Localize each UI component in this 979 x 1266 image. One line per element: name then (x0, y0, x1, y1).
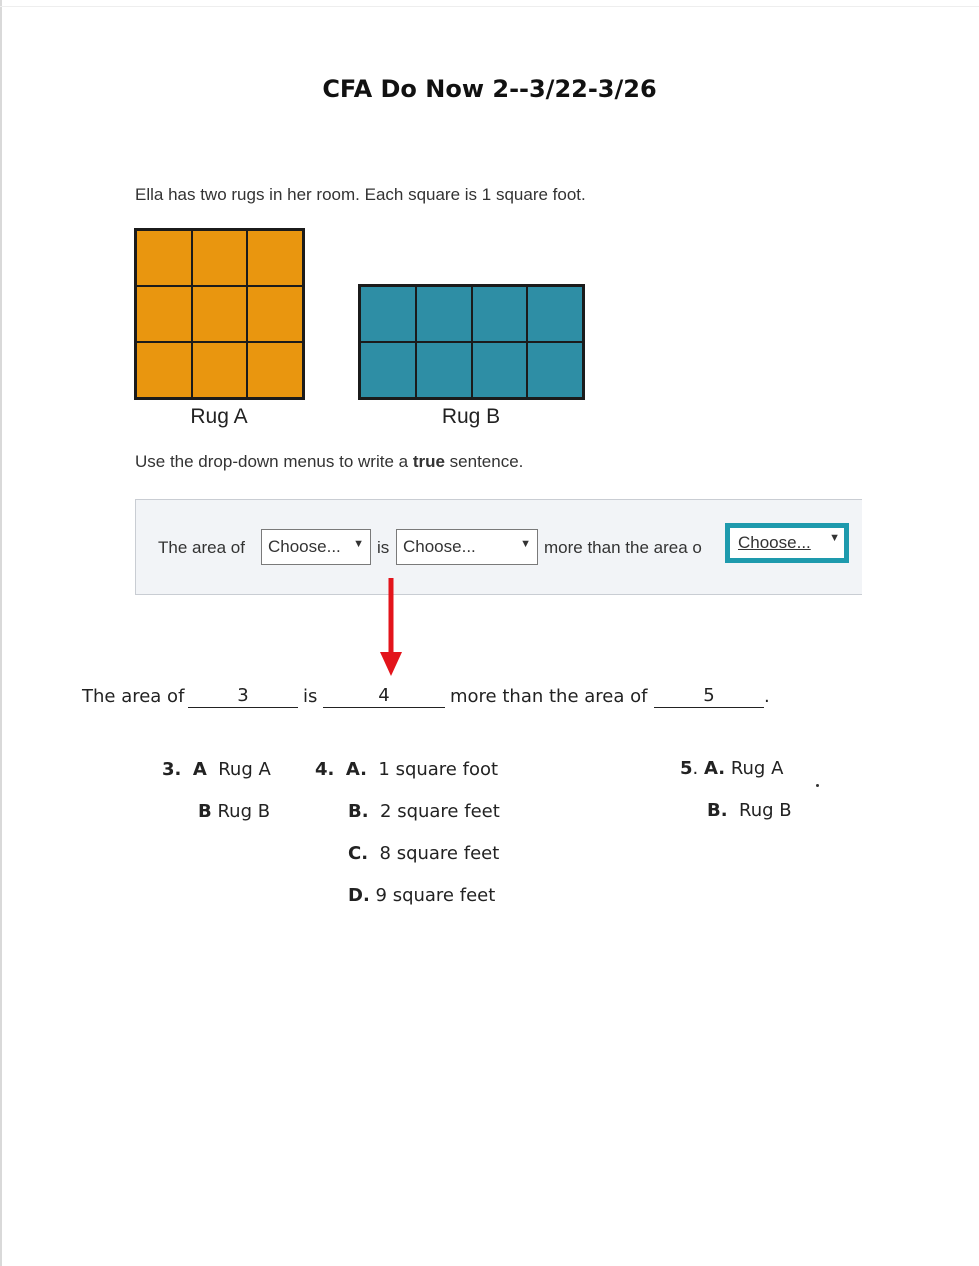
rug-b-label: Rug B (441, 405, 501, 428)
instruction-text (135, 452, 523, 472)
q4-option-b-text: 2 square feet (380, 801, 500, 822)
arrow-head (380, 652, 402, 676)
rug-a-square (247, 230, 303, 286)
rug-b-square (472, 286, 528, 342)
q5-option-b-letter: B. (707, 800, 728, 821)
instruction-bold: true (412, 452, 445, 471)
rug-b-square (527, 286, 583, 342)
rug-b-square (472, 342, 528, 398)
rug-b-square (527, 342, 583, 398)
answer-period: . (764, 686, 770, 707)
q3-option-a[interactable] (162, 759, 271, 780)
answer-part-3: more than the area of (450, 686, 648, 707)
q3-option-b[interactable] (198, 801, 270, 822)
q4-option-a-letter: A. (345, 759, 367, 780)
area-amount-select[interactable] (396, 529, 538, 565)
rug-b-square (360, 286, 416, 342)
answer-part-1: The area of (82, 686, 185, 707)
rug-a-grid (134, 228, 305, 400)
answer-blank-5[interactable]: 5 (654, 685, 764, 708)
page-title: CFA Do Now 2--3/22-3/26 (322, 75, 657, 103)
q5-option-b-text: Rug B (739, 800, 792, 821)
sentence-part-3: more than the area o (544, 538, 702, 557)
rug-b-square (360, 342, 416, 398)
intro-text: Ella has two rugs in her room. Each square is 1 square foot. (135, 185, 586, 204)
area-rug-select-2[interactable] (725, 523, 849, 563)
q4-option-c-text: 8 square feet (379, 843, 500, 864)
q5-number: 5 (680, 758, 693, 779)
answer-blank-3[interactable]: 3 (188, 685, 298, 708)
rug-a-square (136, 230, 192, 286)
rug-a-square (192, 286, 248, 342)
select-1-value: Choose... (268, 537, 341, 556)
q4-option-d-letter: D. (348, 885, 370, 906)
q5-option-a-letter: A. (703, 758, 726, 779)
instruction-before: Use the drop-down menus to write a (135, 452, 413, 471)
rug-a-square (247, 342, 303, 398)
q5-option-a-text: Rug A (730, 758, 784, 779)
q3-option-a-text: Rug A (218, 759, 271, 780)
q3-option-a-letter: A (192, 759, 207, 780)
select-2-value: Choose... (403, 537, 476, 556)
rug-b-square (416, 342, 472, 398)
q4-option-c-letter: C. (348, 843, 369, 864)
page-top-edge (0, 6, 979, 7)
rug-b-grid (358, 284, 585, 400)
chevron-down-icon: ▼ (520, 538, 531, 550)
q3-number: 3. (162, 759, 182, 780)
q4-option-b-letter: B. (348, 801, 369, 822)
rug-a-square (192, 230, 248, 286)
rug-b-square (416, 286, 472, 342)
chevron-down-icon: ▼ (829, 532, 840, 544)
answer-part-2: is (303, 686, 318, 707)
q3-option-b-text: Rug B (217, 801, 271, 822)
q5-option-a[interactable]: 5. A. Rug A (680, 758, 784, 779)
q4-option-b[interactable] (348, 801, 500, 822)
rug-a-square (136, 286, 192, 342)
area-rug-select-1[interactable] (261, 529, 371, 565)
q4-option-d[interactable] (348, 885, 495, 906)
rug-a-square (192, 342, 248, 398)
q4-option-c[interactable] (348, 843, 499, 864)
q4-option-d-text: 9 square feet (375, 885, 496, 906)
q4-option-a[interactable] (315, 759, 498, 780)
q4-option-a-text: 1 square foot (378, 759, 499, 780)
rug-a-square (136, 342, 192, 398)
q3-option-b-letter: B (198, 801, 212, 822)
arrow-shaft (389, 578, 394, 654)
select-3-value: Choose... (738, 533, 811, 552)
q4-number: 4. (315, 759, 335, 780)
answer-blank-4[interactable]: 4 (323, 685, 445, 708)
instruction-after: sentence. (444, 452, 524, 471)
chevron-down-icon: ▼ (353, 538, 364, 550)
page-left-edge (0, 0, 2, 1266)
q5-option-b[interactable] (707, 800, 792, 821)
sentence-part-2: is (377, 538, 390, 557)
stray-mark (816, 784, 819, 787)
rug-a-square (247, 286, 303, 342)
sentence-part-1: The area of (158, 538, 245, 557)
rug-a-label: Rug A (190, 405, 248, 428)
down-arrow-icon (376, 578, 406, 678)
